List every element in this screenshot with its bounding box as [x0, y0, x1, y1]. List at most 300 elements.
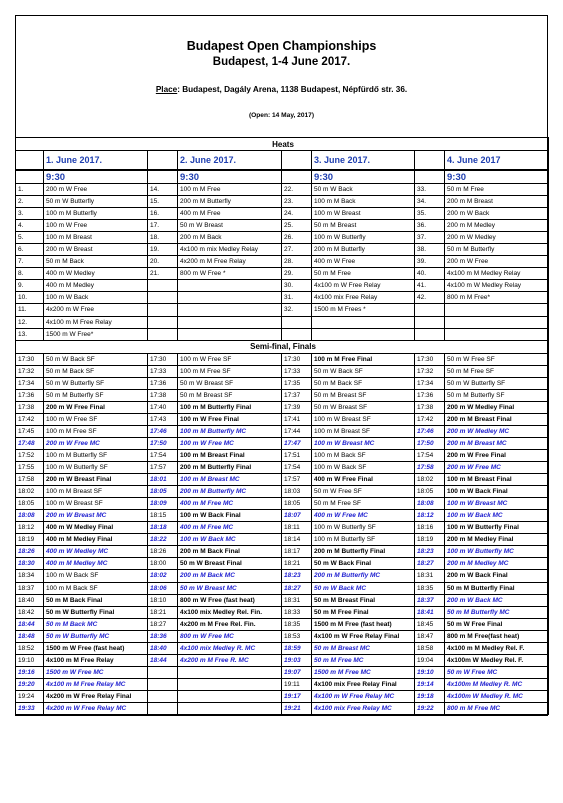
session-event: 50 m W Free SF — [312, 486, 415, 498]
session-event: 50 m M Free MC — [312, 654, 415, 666]
session-event: 800 m M Free(fast heat) — [445, 630, 549, 642]
event-name: 4x100 m mix Medley Relay — [178, 244, 282, 256]
session-event: 100 m W Breast MC — [445, 498, 549, 510]
final-row — [16, 594, 549, 606]
document-subtitle: Budapest, 1-4 June 2017. — [212, 56, 351, 68]
session-time: 18:42 — [16, 606, 44, 618]
start-spacer — [282, 170, 312, 184]
event-number — [148, 292, 178, 304]
session-time: 18:47 — [415, 630, 445, 642]
session-event: 400 m M Medley Final — [44, 534, 148, 546]
final-row — [16, 570, 549, 582]
session-time: 17:39 — [282, 401, 312, 413]
session-time: 17:38 — [148, 389, 178, 401]
heat-row — [16, 328, 549, 340]
final-row — [16, 401, 549, 413]
session-event: 50 m W Free SF — [445, 353, 549, 365]
session-time: 17:30 — [148, 353, 178, 365]
session-event: 50 m M Free SF — [445, 365, 549, 377]
event-name: 800 m M Free* — [445, 292, 549, 304]
session-time: 18:15 — [148, 510, 178, 522]
session-event: 50 m M Free Final — [312, 606, 415, 618]
session-time: 17:48 — [16, 437, 44, 449]
event-name: 100 m M Butterfly — [44, 208, 148, 220]
final-row — [16, 462, 549, 474]
session-time: 18:09 — [148, 498, 178, 510]
session-event: 50 m M Breast SF — [312, 389, 415, 401]
session-event: 100 m W Back SF — [44, 570, 148, 582]
final-row — [16, 630, 549, 642]
event-name: 50 m M Back — [44, 256, 148, 268]
session-time: 18:53 — [282, 630, 312, 642]
session-time: 18:41 — [415, 606, 445, 618]
session-event: 100 m M Breast MC — [178, 474, 282, 486]
session-time: 18:08 — [415, 498, 445, 510]
session-time: 18:44 — [16, 618, 44, 630]
final-row — [16, 365, 549, 377]
session-event: 200 m W Medley MC — [445, 425, 549, 437]
session-event: 50 m W Back MC — [312, 582, 415, 594]
heat-row — [16, 292, 549, 304]
final-row — [16, 353, 549, 365]
session-time: 18:26 — [16, 546, 44, 558]
event-name — [445, 316, 549, 328]
start-time-row — [16, 170, 549, 184]
session-event: 200 m M Butterfly MC — [178, 486, 282, 498]
session-event: 100 m M Butterfly Final — [178, 401, 282, 413]
start-time: 9:30 — [178, 170, 282, 184]
heats-section-header-title: Heats — [16, 138, 549, 151]
final-row — [16, 510, 549, 522]
final-row — [16, 389, 549, 401]
event-number: 25. — [282, 220, 312, 232]
session-time: 18:16 — [415, 522, 445, 534]
schedule-table — [15, 137, 549, 715]
day-label: 2. June 2017. — [178, 151, 282, 171]
event-name: 200 m M Back — [178, 232, 282, 244]
session-time: 17:57 — [282, 474, 312, 486]
heat-row — [16, 220, 549, 232]
session-event: 200 m M Back MC — [178, 570, 282, 582]
session-time — [148, 666, 178, 678]
session-time: 18:23 — [415, 546, 445, 558]
session-event: 50 m M Back SF — [44, 365, 148, 377]
heat-row — [16, 208, 549, 220]
session-time: 17:50 — [415, 437, 445, 449]
session-time: 18:35 — [415, 582, 445, 594]
final-row — [16, 618, 549, 630]
session-time: 19:18 — [415, 690, 445, 702]
session-event: 200 m M Butterfly Final — [178, 462, 282, 474]
session-time: 19:11 — [282, 678, 312, 690]
event-name: 200 m W Back — [445, 208, 549, 220]
place-label: Place — [155, 85, 178, 94]
session-event: 100 m M Breast Final — [178, 449, 282, 461]
final-row — [16, 474, 549, 486]
session-time: 18:19 — [16, 534, 44, 546]
session-time: 18:10 — [148, 594, 178, 606]
session-time: 18:45 — [415, 618, 445, 630]
final-row — [16, 702, 549, 714]
session-time: 17:43 — [148, 413, 178, 425]
session-time: 17:34 — [16, 377, 44, 389]
session-time: 18:05 — [282, 498, 312, 510]
event-name: 50 m W Back — [312, 184, 415, 196]
session-event: 1500 m W Free MC — [44, 666, 148, 678]
session-time: 18:11 — [282, 522, 312, 534]
session-time: 17:30 — [415, 353, 445, 365]
session-time: 18:26 — [148, 546, 178, 558]
event-name: 400 m W Free — [312, 256, 415, 268]
event-name — [178, 304, 282, 316]
session-time: 19:07 — [282, 666, 312, 678]
day-spacer — [415, 151, 445, 171]
event-name: 200 m W Medley — [445, 232, 549, 244]
event-name: 100 m W Back — [44, 292, 148, 304]
day-label: 4. June 2017 — [445, 151, 549, 171]
event-name: 200 m M Butterfly — [178, 196, 282, 208]
session-time: 18:31 — [282, 594, 312, 606]
session-event: 4x200 m W Free Relay Final — [44, 690, 148, 702]
session-event: 100 m W Back MC — [178, 534, 282, 546]
session-time: 17:34 — [415, 377, 445, 389]
event-name: 100 m W Free — [44, 220, 148, 232]
session-time: 18:40 — [16, 594, 44, 606]
session-time: 18:19 — [415, 534, 445, 546]
event-name — [178, 280, 282, 292]
session-event: 100 m M Butterfly MC — [178, 425, 282, 437]
session-event: 100 m M Butterfly SF — [44, 449, 148, 461]
finals-section-header-title: Semi-final, Finals — [16, 340, 549, 353]
session-time: 18:59 — [282, 642, 312, 654]
session-time: 18:01 — [148, 474, 178, 486]
event-name: 4x100 m M Free Relay — [44, 316, 148, 328]
start-time: 9:30 — [44, 170, 148, 184]
session-event: 200 m W Breast MC — [44, 510, 148, 522]
session-time: 19:20 — [16, 678, 44, 690]
session-time: 18:58 — [415, 642, 445, 654]
session-time: 17:52 — [16, 449, 44, 461]
start-spacer — [148, 170, 178, 184]
session-event: 4x100m W Medley Rel. F. — [445, 654, 549, 666]
event-number — [148, 316, 178, 328]
session-event: 100 m M Back SF — [312, 449, 415, 461]
session-time — [148, 678, 178, 690]
session-time: 18:27 — [148, 618, 178, 630]
session-event: 50 m M Breast MC — [312, 642, 415, 654]
session-event: 400 m M Free MC — [178, 498, 282, 510]
session-event: 50 m W Back SF — [312, 365, 415, 377]
event-number: 26. — [282, 232, 312, 244]
session-time: 17:54 — [282, 462, 312, 474]
session-event: 100 m M Breast SF — [44, 486, 148, 498]
session-event: 50 m W Butterfly SF — [44, 377, 148, 389]
session-time: 17:50 — [148, 437, 178, 449]
event-name: 200 m M Breast — [445, 196, 549, 208]
heat-row — [16, 196, 549, 208]
session-event: 4x100m W Medley R. MC — [445, 690, 549, 702]
session-time: 18:44 — [148, 654, 178, 666]
session-time: 18:34 — [16, 570, 44, 582]
session-time: 18:05 — [148, 486, 178, 498]
event-name: 1500 m M Frees * — [312, 304, 415, 316]
session-time: 17:35 — [282, 377, 312, 389]
session-event: 1500 m W Free (fast heat) — [44, 642, 148, 654]
final-row — [16, 546, 549, 558]
session-event: 100 m W Butterfly Final — [445, 522, 549, 534]
session-time: 17:46 — [415, 425, 445, 437]
session-time: 17:58 — [415, 462, 445, 474]
event-name: 4x100 mix Free Relay — [312, 292, 415, 304]
event-number: 14. — [148, 184, 178, 196]
event-name: 50 m M Free — [445, 184, 549, 196]
session-event: 100 m M Free SF — [178, 365, 282, 377]
event-name — [178, 292, 282, 304]
day-label: 1. June 2017. — [44, 151, 148, 171]
session-event — [178, 690, 282, 702]
final-row — [16, 678, 549, 690]
event-number: 6. — [16, 244, 44, 256]
final-row — [16, 413, 549, 425]
session-event: 100 m W Free Final — [178, 413, 282, 425]
session-time: 17:38 — [16, 401, 44, 413]
session-time: 18:08 — [16, 510, 44, 522]
event-name: 50 m M Breast — [312, 220, 415, 232]
day-spacer — [16, 151, 44, 171]
session-event: 100 m M Back SF — [44, 582, 148, 594]
event-number: 31. — [282, 292, 312, 304]
session-event: 200 m W Free Final — [445, 449, 549, 461]
final-row — [16, 534, 549, 546]
event-name: 1500 m W Free* — [44, 328, 148, 340]
event-name: 400 m M Medley — [44, 280, 148, 292]
session-event: 100 m M Butterfly SF — [312, 534, 415, 546]
session-time: 18:31 — [415, 570, 445, 582]
session-time: 19:04 — [415, 654, 445, 666]
session-event: 50 m W Breast Final — [178, 558, 282, 570]
session-time: 17:33 — [148, 365, 178, 377]
final-row — [16, 449, 549, 461]
final-row — [16, 606, 549, 618]
event-number — [415, 316, 445, 328]
event-number — [415, 304, 445, 316]
start-time: 9:30 — [312, 170, 415, 184]
session-event: 50 m W Butterfly Final — [44, 606, 148, 618]
final-row — [16, 642, 549, 654]
event-number: 32. — [282, 304, 312, 316]
event-number: 39. — [415, 256, 445, 268]
session-event: 400 m M Medley MC — [44, 558, 148, 570]
session-time: 17:58 — [16, 474, 44, 486]
session-time: 18:02 — [16, 486, 44, 498]
event-number: 15. — [148, 196, 178, 208]
event-number: 8. — [16, 268, 44, 280]
session-event: 200 m W Free MC — [445, 462, 549, 474]
session-time: 19:03 — [282, 654, 312, 666]
heat-row — [16, 268, 549, 280]
session-event: 50 m M Butterfly SF — [44, 389, 148, 401]
session-time: 18:06 — [148, 582, 178, 594]
event-number: 2. — [16, 196, 44, 208]
session-time: 17:32 — [415, 365, 445, 377]
event-name: 400 m W Medley — [44, 268, 148, 280]
session-time: 17:45 — [16, 425, 44, 437]
event-number: 21. — [148, 268, 178, 280]
final-row — [16, 558, 549, 570]
event-number: 38. — [415, 244, 445, 256]
session-event: 50 m M Back Final — [44, 594, 148, 606]
final-row — [16, 522, 549, 534]
session-event: 100 m W Breast SF — [312, 413, 415, 425]
event-name: 100 m M Back — [312, 196, 415, 208]
heat-row — [16, 244, 549, 256]
event-number: 7. — [16, 256, 44, 268]
session-time: 18:12 — [415, 510, 445, 522]
session-event: 50 m M Butterfly SF — [445, 389, 549, 401]
session-event — [178, 678, 282, 690]
day-header-row — [16, 151, 549, 171]
event-number: 27. — [282, 244, 312, 256]
final-row — [16, 377, 549, 389]
event-number: 10. — [16, 292, 44, 304]
event-number: 12. — [16, 316, 44, 328]
session-event — [178, 702, 282, 714]
day-spacer — [282, 151, 312, 171]
session-time: 17:38 — [415, 401, 445, 413]
session-event: 4x100 m W Free Relay Final — [312, 630, 415, 642]
event-number: 9. — [16, 280, 44, 292]
heats-section-header — [16, 138, 549, 151]
session-event: 100 m W Free MC — [178, 437, 282, 449]
session-event: 100 m M Breast SF — [312, 425, 415, 437]
session-time: 18:00 — [148, 558, 178, 570]
day-spacer — [148, 151, 178, 171]
session-event: 50 m M Breast SF — [178, 389, 282, 401]
session-time: 18:22 — [148, 534, 178, 546]
event-number — [148, 280, 178, 292]
session-event: 1500 m M Free MC — [312, 666, 415, 678]
session-time: 17:47 — [282, 437, 312, 449]
session-event: 4x100 m W Free Relay MC — [312, 690, 415, 702]
event-number: 37. — [415, 232, 445, 244]
session-time: 17:36 — [16, 389, 44, 401]
event-number: 3. — [16, 208, 44, 220]
session-event: 100 m W Butterfly SF — [44, 462, 148, 474]
event-name — [178, 328, 282, 340]
session-time: 17:42 — [16, 413, 44, 425]
session-time — [148, 702, 178, 714]
session-time: 17:51 — [282, 449, 312, 461]
session-time: 17:30 — [16, 353, 44, 365]
session-event: 100 m W Back MC — [445, 510, 549, 522]
session-event: 100 m M Breast Final — [445, 474, 549, 486]
session-time — [148, 690, 178, 702]
session-event: 200 m W Free Final — [44, 401, 148, 413]
session-event: 50 m M Breast Final — [312, 594, 415, 606]
session-time: 18:21 — [148, 606, 178, 618]
heat-row — [16, 316, 549, 328]
event-name: 100 m M Free — [178, 184, 282, 196]
event-name — [178, 316, 282, 328]
event-name: 200 m M Medley — [445, 220, 549, 232]
session-event: 200 m M Medley MC — [445, 558, 549, 570]
session-event: 4x200 m M Free R. MC — [178, 654, 282, 666]
session-time: 17:41 — [282, 413, 312, 425]
session-event: 200 m M Breast Final — [445, 413, 549, 425]
session-time: 18:36 — [148, 630, 178, 642]
venue-line — [16, 85, 547, 95]
session-event: 800 m W Free MC — [178, 630, 282, 642]
session-time: 17:42 — [415, 413, 445, 425]
session-time: 19:22 — [415, 702, 445, 714]
event-name: 50 m W Butterfly — [44, 196, 148, 208]
start-time: 9:30 — [445, 170, 549, 184]
session-event: 100 m W Back Final — [445, 486, 549, 498]
event-number: 13. — [16, 328, 44, 340]
day-label: 3. June 2017. — [312, 151, 415, 171]
session-event: 400 m W Medley MC — [44, 546, 148, 558]
session-event: 50 m M Back SF — [312, 377, 415, 389]
event-number: 20. — [148, 256, 178, 268]
session-time: 18:33 — [282, 606, 312, 618]
event-name: 50 m W Breast — [178, 220, 282, 232]
final-row — [16, 666, 549, 678]
start-spacer — [16, 170, 44, 184]
session-time: 18:17 — [282, 546, 312, 558]
session-time: 17:54 — [148, 449, 178, 461]
final-row — [16, 486, 549, 498]
session-event: 50 m W Free MC — [445, 666, 549, 678]
session-event: 100 m W Back SF — [312, 462, 415, 474]
session-time: 17:40 — [148, 401, 178, 413]
session-event: 400 m M Free MC — [178, 522, 282, 534]
final-row — [16, 437, 549, 449]
session-time: 18:18 — [148, 522, 178, 534]
event-name: 4x200 m W Free — [44, 304, 148, 316]
event-name: 200 m W Free — [44, 184, 148, 196]
session-time: 18:02 — [415, 474, 445, 486]
session-event: 50 m W Back SF — [44, 353, 148, 365]
event-name: 800 m W Free * — [178, 268, 282, 280]
session-event: 50 m M Butterfly MC — [445, 606, 549, 618]
session-event: 400 m W Free MC — [312, 510, 415, 522]
session-time: 19:24 — [16, 690, 44, 702]
heat-row — [16, 232, 549, 244]
event-number — [282, 316, 312, 328]
session-time: 18:27 — [415, 558, 445, 570]
event-number: 33. — [415, 184, 445, 196]
session-time: 18:37 — [16, 582, 44, 594]
session-event — [178, 666, 282, 678]
session-event: 400 m W Medley Final — [44, 522, 148, 534]
event-name: 4x200 m M Free Relay — [178, 256, 282, 268]
event-name: 4x100 m M Medley Relay — [445, 268, 549, 280]
final-row — [16, 582, 549, 594]
session-event: 200 m M Medley Final — [445, 534, 549, 546]
session-event: 50 m W Back Final — [312, 558, 415, 570]
session-event: 200 m M Butterfly Final — [312, 546, 415, 558]
event-number: 5. — [16, 232, 44, 244]
event-number: 28. — [282, 256, 312, 268]
session-time: 19:16 — [16, 666, 44, 678]
session-time: 17:57 — [148, 462, 178, 474]
event-name: 4x100 m W Free Relay — [312, 280, 415, 292]
session-event: 50 m W Breast SF — [178, 377, 282, 389]
session-event: 4x100 mix Free Relay Final — [312, 678, 415, 690]
event-number — [415, 328, 445, 340]
event-number: 24. — [282, 208, 312, 220]
place-value: : Budapest, Dagály Arena, 1138 Budapest, Népfürdő str. 36. — [177, 85, 408, 94]
